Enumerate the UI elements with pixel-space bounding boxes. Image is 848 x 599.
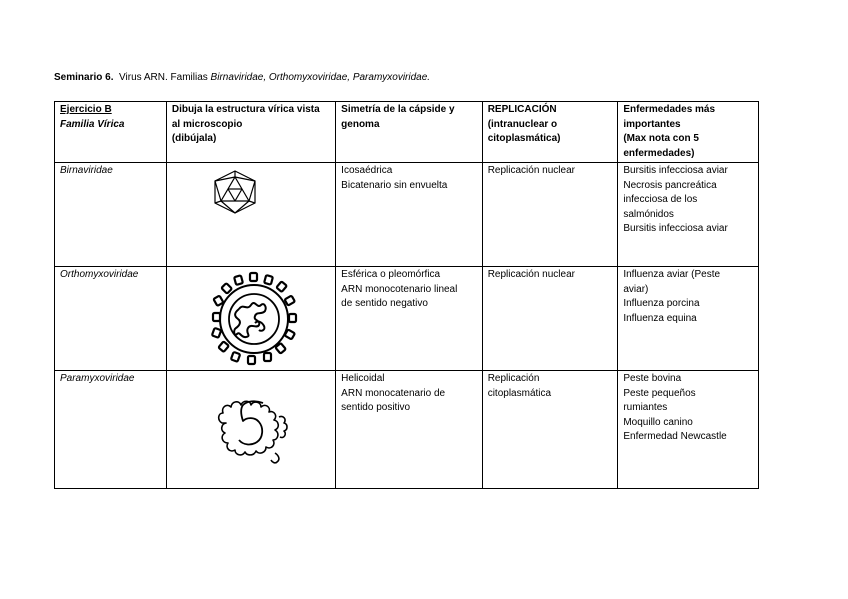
symmetry-line: ARN monocatenario de [341,387,446,399]
helical-virus-icon [167,371,337,486]
disease-line: Peste bovina [623,373,682,384]
header-symmetry-line2: genoma [341,118,380,130]
symmetry-cell [336,371,483,489]
replication-line: Replicación [487,373,540,384]
table-row [55,371,759,489]
header-family-label: Familia Vírica [60,118,125,130]
title-italic: Birnaviridae, Orthomyxoviridae, Paramyxoviridae. [210,72,431,83]
symmetry-cell [336,163,483,267]
disease-line: Bursitis infecciosa aviar [623,165,728,176]
header-diseases-line1: Enfermedades más [623,104,716,115]
drawing-cell [166,163,335,267]
header-replication-line3: citoplasmática) [487,133,561,144]
header-replication-line2: (intranuclear o [487,118,558,130]
replication-line: Replicación nuclear [487,165,575,176]
header-exercise: Ejercicio B [60,104,112,115]
disease-line: infecciosa de los [623,194,698,205]
drawing-cell [166,267,335,371]
icosahedron-icon [167,163,337,264]
disease-line: Influenza equina [623,312,697,324]
document-title [54,72,430,83]
symmetry-line: ARN monocotenario lineal [341,283,458,295]
family-name: Paramyxoviridae [55,371,167,489]
header-drawing-line2: al microscopio [171,118,243,130]
spherical-virus-icon [167,267,337,368]
disease-line: Peste pequeños [623,387,696,399]
header-symmetry-line1: Simetría de la cápside y [341,104,455,115]
disease-line: rumiantes [623,402,668,413]
disease-line: aviar) [623,283,649,295]
header-diseases-line3: (Max nota con 5 [623,133,699,144]
header-drawing-line3: (dibújala) [171,133,217,144]
symmetry-cell [336,267,483,371]
replication-cell [482,163,618,267]
header-diseases-line4: enfermedades) [623,147,695,159]
table-row [55,163,759,267]
symmetry-line: sentido positivo [341,402,411,413]
header-family [55,102,167,163]
table-header-row [55,102,759,163]
symmetry-line: de sentido negativo [341,298,428,309]
header-drawing-line1: Dibuja la estructura vírica vista [171,104,320,115]
disease-line: Influenza aviar (Peste [623,269,721,280]
header-drawing [166,102,335,163]
header-replication-line1: REPLICACIÓN [487,104,557,115]
title-bold: Seminario 6. [54,72,114,83]
table-row [55,267,759,371]
replication-cell [482,371,618,489]
header-diseases-line2: importantes [623,118,681,130]
symmetry-line: Bicatenario sin envuelta [341,179,448,191]
symmetry-line: Esférica o pleomórfica [341,269,441,280]
header-diseases [618,102,759,163]
diseases-cell [618,267,759,371]
diseases-cell [618,371,759,489]
family-name: Orthomyxoviridae [55,267,167,371]
disease-line: salmónidos [623,208,674,220]
disease-line: Moquillo canino [623,416,693,428]
disease-line: Necrosis pancreática [623,179,717,191]
header-symmetry [336,102,483,163]
symmetry-line: Helicoidal [341,373,385,384]
disease-line: Enfermedad Newcastle [623,431,727,442]
drawing-cell [166,371,335,489]
replication-line: Replicación nuclear [487,269,575,280]
replication-line: citoplasmática [487,387,552,399]
title-plain: Virus ARN. Familias [119,72,208,83]
diseases-cell [618,163,759,267]
family-name: Birnaviridae [55,163,167,267]
replication-cell [482,267,618,371]
disease-line: Influenza porcina [623,298,700,309]
header-replication [482,102,618,163]
symmetry-line: Icosaédrica [341,165,393,176]
virus-table [54,101,759,489]
disease-line: Bursitis infecciosa aviar [623,223,728,234]
